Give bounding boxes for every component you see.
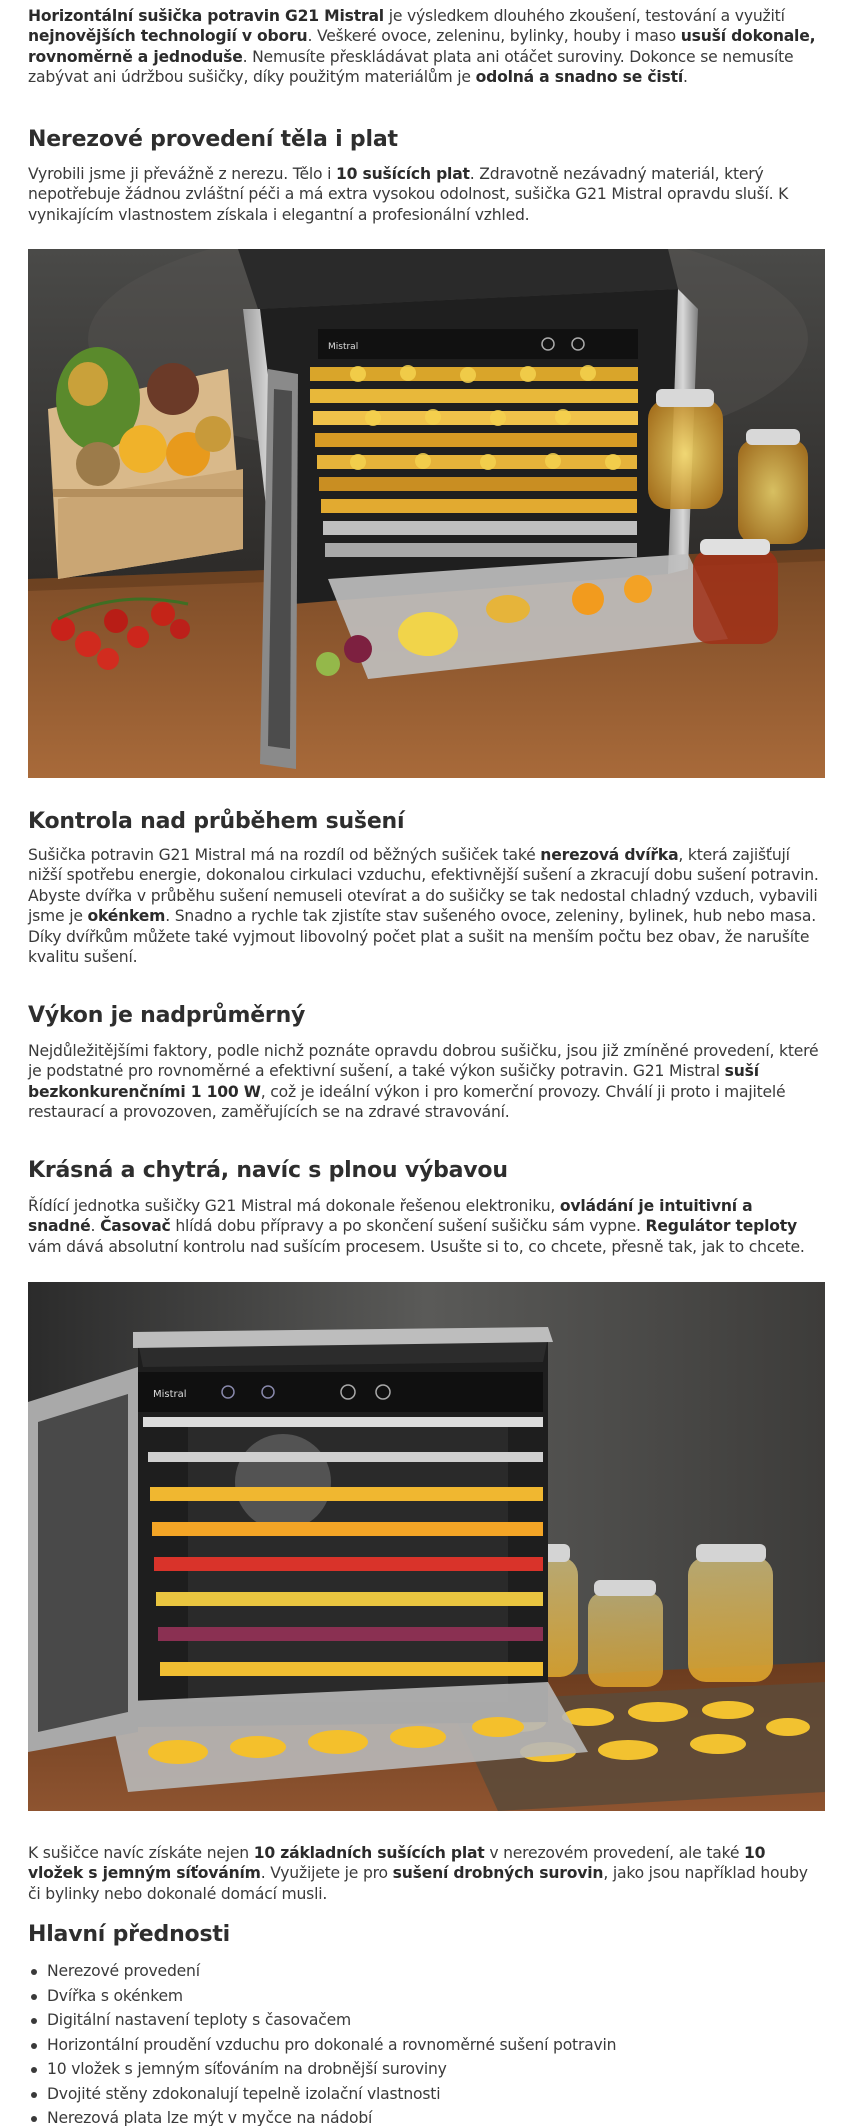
benefit-item: Nerezové provedení bbox=[28, 1959, 825, 1984]
section-title-steel: Nerezové provedení těla i plat bbox=[28, 127, 398, 152]
section-title-benefits: Hlavní přednosti bbox=[28, 1922, 230, 1947]
bold-text: Regulátor teploty bbox=[645, 1217, 798, 1236]
text-run: . Využijete je pro bbox=[260, 1864, 393, 1883]
product-photo-open bbox=[28, 1282, 825, 1811]
product-photo-front bbox=[28, 249, 825, 778]
photo1-brand-label: Mistral bbox=[328, 342, 359, 352]
benefit-item: Digitální nastavení teploty s časovačem bbox=[28, 2008, 825, 2033]
text-run: . Zdravotně nezávadný materiál, který nepotřebuje žádnou zvláštní péči a má extra vysokou odolnost, sušička G21 Mistral opravdu sluší. K vynikajícím vlastnostem získala i elegantní a profesionální vzhled. bbox=[28, 165, 789, 224]
bold-text: sušení drobných surovin bbox=[392, 1864, 604, 1883]
text-run: Nejdůležitějšími faktory, podle nichž poznáte opravdu dobrou sušičku, jsou již zmíněné provedení, které je podstatné pro rovnoměrné a efektivní sušení, a také výkon sušičky potravin. G21 Mistral bbox=[28, 1042, 819, 1081]
text-run: Vyrobili jsme ji převážně z nerezu. Tělo i bbox=[28, 165, 336, 183]
photo2-brand-label: Mistral bbox=[153, 1389, 187, 1400]
section-title-smart: Krásná a chytrá, navíc s plnou výbavou bbox=[28, 1158, 508, 1183]
text-run: hlídá dobu přípravy a po skončení sušení sušičku sám vypne. bbox=[170, 1217, 646, 1236]
section-title-power: Výkon je nadprůměrný bbox=[28, 1003, 306, 1028]
bold-text: 10 základních sušících plat bbox=[253, 1844, 485, 1862]
text-run: . bbox=[90, 1217, 101, 1236]
section-body-power bbox=[28, 1041, 825, 1123]
text-run: . bbox=[683, 68, 688, 87]
bold-text: usuší dokonale, rovnoměrně a jednoduše bbox=[28, 27, 816, 66]
section-body-steel bbox=[28, 164, 825, 225]
text-run: Řídící jednotka sušičky G21 Mistral má dokonale řešenou elektroniku, bbox=[28, 1197, 560, 1215]
benefit-item: Dvířka s okénkem bbox=[28, 1984, 825, 2009]
text-run: je výsledkem dlouhého zkoušení, testování a využití bbox=[383, 7, 785, 25]
intro-paragraph bbox=[28, 6, 825, 88]
benefits-list bbox=[28, 1959, 825, 2126]
text-run: . Snadno a rychle tak zjistíte stav sušeného ovoce, zeleniny, bylinek, hub nebo masa. Díky dvířkům můžete také vyjmout libovolný počet plat a sušit na menším počtu bez obav, že narušíte kvalitu sušení. bbox=[28, 907, 816, 967]
text-run: v nerezovém provedení, ale také bbox=[484, 1844, 745, 1862]
bold-text: 10 vložek s jemným síťováním bbox=[28, 1844, 766, 1883]
benefit-item: Nerezová plata lze mýt v myčce na nádobí bbox=[28, 2106, 825, 2126]
benefit-item: 10 vložek s jemným síťováním na drobnější suroviny bbox=[28, 2057, 825, 2082]
bold-text: odolná a snadno se čistí bbox=[475, 68, 683, 87]
bold-text: Časovač bbox=[100, 1217, 171, 1236]
text-run: vám dává absolutní kontrolu nad sušícím procesem. Usušte si to, co chcete, přesně tak, jak to chcete. bbox=[28, 1237, 805, 1256]
bold-text: ovládání je intuitivní a snadné bbox=[28, 1197, 753, 1236]
text-run: , jako jsou například houby či bylinky nebo dokonalé domácí musli. bbox=[28, 1864, 808, 1903]
bold-text: suší bezkonkurenčními 1 100 W bbox=[28, 1062, 759, 1101]
section-body-control bbox=[28, 845, 825, 967]
bold-text: 10 sušících plat bbox=[335, 165, 470, 183]
text-run: . Veškeré ovoce, zeleninu, bylinky, houby i maso bbox=[307, 27, 681, 46]
benefit-item: Horizontální proudění vzduchu pro dokonalé a rovnoměrné sušení potravin bbox=[28, 2033, 825, 2058]
extras-paragraph bbox=[28, 1843, 825, 1904]
section-title-control: Kontrola nad průběhem sušení bbox=[28, 809, 405, 834]
bold-text: nerezová dvířka bbox=[540, 846, 679, 864]
benefit-item: Dvojité stěny zdokonalují tepelně izolační vlastnosti bbox=[28, 2082, 825, 2107]
text-run: Sušička potravin G21 Mistral má na rozdíl od běžných sušiček také bbox=[28, 846, 541, 864]
bold-text: Horizontální sušička potravin G21 Mistral bbox=[28, 7, 384, 25]
text-run: , což je ideální výkon i pro komerční provozy. Chválí ji proto i majitelé restaurací a provozoven, zaměřujících se na zdravé stravování. bbox=[28, 1082, 786, 1122]
text-run: K sušičce navíc získáte nejen bbox=[28, 1844, 254, 1862]
bold-text: okénkem bbox=[87, 907, 166, 926]
text-run: , která zajišťují nižší spotřebu energie, dokonalou cirkulaci vzduchu, efektivnější sušení a zkracují dobu sušení potravin. Abyste dvířka v průběhu sušení nemuseli otevírat a do sušičky se tak nedostal chladný vzduch, vybavili jsme je bbox=[28, 846, 819, 926]
bold-text: nejnovějších technologií v oboru bbox=[28, 27, 308, 46]
section-body-smart bbox=[28, 1196, 825, 1257]
text-run: . Nemusíte přeskládávat plata ani otáčet suroviny. Dokonce se nemusíte zabývat ani údržbou sušičky, díky použitým materiálům je bbox=[28, 47, 794, 87]
